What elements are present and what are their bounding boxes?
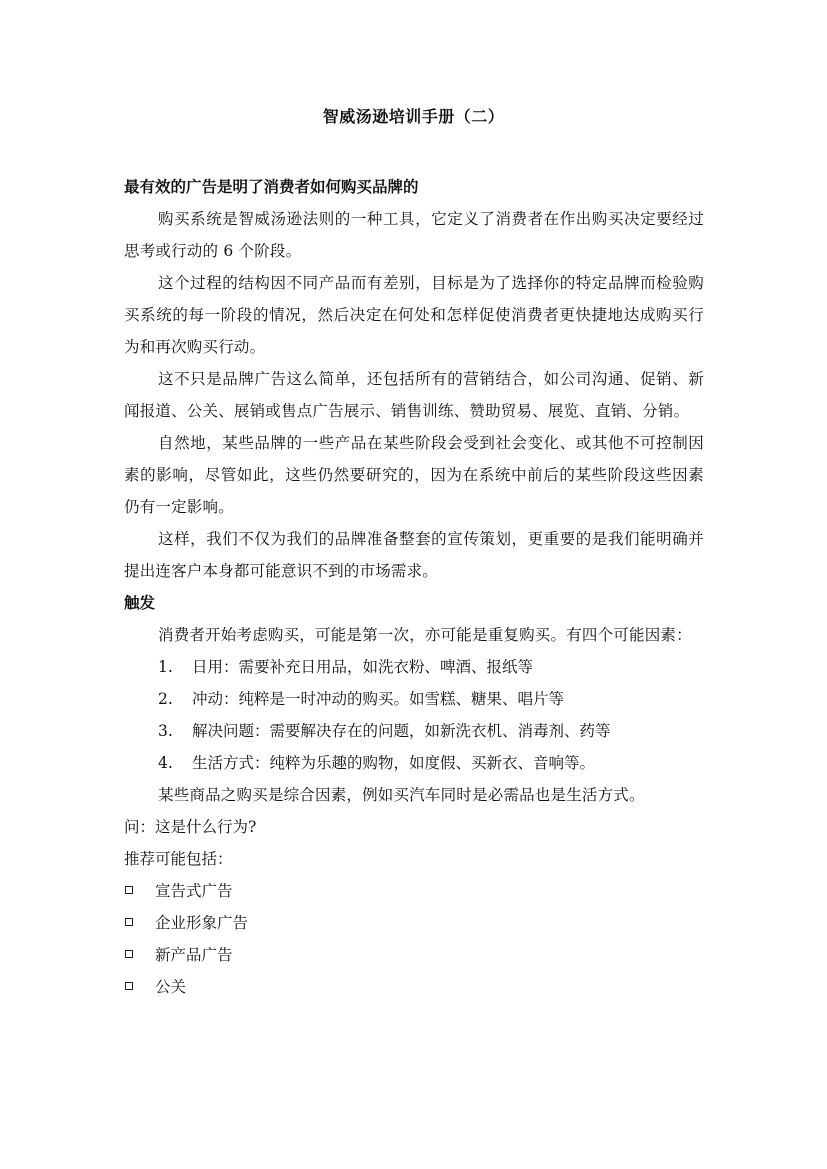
list-number: 3. <box>158 722 173 740</box>
paragraph: 购买系统是智威汤逊法则的一种工具，它定义了消费者在作出购买决定要经过思考或行动的 6 个阶段。 <box>124 210 704 260</box>
trigger-note: 某些商品之购买是综合因素，例如买汽车同时是必需品也是生活方式。 <box>158 786 645 804</box>
section-heading-trigger: 触发 <box>124 593 156 612</box>
square-bullet-icon <box>125 918 133 926</box>
square-bullet-icon <box>125 950 133 958</box>
square-bullet-icon <box>125 982 133 990</box>
list-item <box>124 651 704 683</box>
trigger-intro: 消费者开始考虑购买，可能是第一次，亦可能是重复购买。有四个可能因素： <box>158 626 692 644</box>
paragraph: 这不只是品牌广告这么简单，还包括所有的营销结合，如公司沟通、促销、新闻报道、公关、展销或售点广告展示、销售训练、赞助贸易、展览、直销、分销。 <box>124 370 704 420</box>
list-number: 2. <box>158 690 173 708</box>
recommend-label: 推荐可能包括： <box>124 850 233 868</box>
list-text: 公关 <box>155 978 187 996</box>
paragraph: 这个过程的结构因不同产品而有差别，目标是为了选择你的特定品牌而检验购买系统的每一阶段的情况，然后决定在何处和怎样促使消费者更快捷地达成购买行为和再次购买行动。 <box>124 274 704 356</box>
list-item <box>124 875 704 907</box>
list-item <box>124 747 704 779</box>
list-number: 1. <box>158 658 173 676</box>
trigger-factor-list <box>124 651 704 779</box>
list-item <box>124 683 704 715</box>
section-heading-effective-ads: 最有效的广告是明了消费者如何购买品牌的 <box>124 177 419 196</box>
document-body <box>124 171 704 1003</box>
list-text: 日用：需要补充日用品，如洗衣粉、啤酒、报纸等 <box>192 658 534 676</box>
list-number: 4. <box>158 754 173 772</box>
paragraph: 这样，我们不仅为我们的品牌准备整套的宣传策划，更重要的是我们能明确并提出连客户本身都可能意识不到的市场需求。 <box>124 530 704 580</box>
list-text: 新产品广告 <box>155 946 233 964</box>
list-text: 冲动：纯粹是一时冲动的购买。如雪糕、糖果、唱片等 <box>192 690 565 708</box>
list-text: 解决问题：需要解决存在的问题，如新洗衣机、消毒剂、药等 <box>192 722 611 740</box>
question-line: 问：这是什么行为? <box>124 818 257 836</box>
list-text: 生活方式：纯粹为乐趣的购物，如度假、买新衣、音响等。 <box>192 754 596 772</box>
list-item <box>124 715 704 747</box>
list-item <box>124 971 704 1003</box>
recommendation-list <box>124 875 704 1003</box>
page-title: 智威汤逊培训手册（二） <box>322 107 505 126</box>
list-text: 企业形象广告 <box>155 914 249 932</box>
list-item <box>124 939 704 971</box>
paragraph: 自然地，某些品牌的一些产品在某些阶段会受到社会变化、或其他不可控制因素的影响，尽管如此，这些仍然要研究的，因为在系统中前后的某些阶段这些因素仍有一定影响。 <box>124 434 704 516</box>
list-text: 宣告式广告 <box>155 882 233 900</box>
list-item <box>124 907 704 939</box>
square-bullet-icon <box>125 886 133 894</box>
